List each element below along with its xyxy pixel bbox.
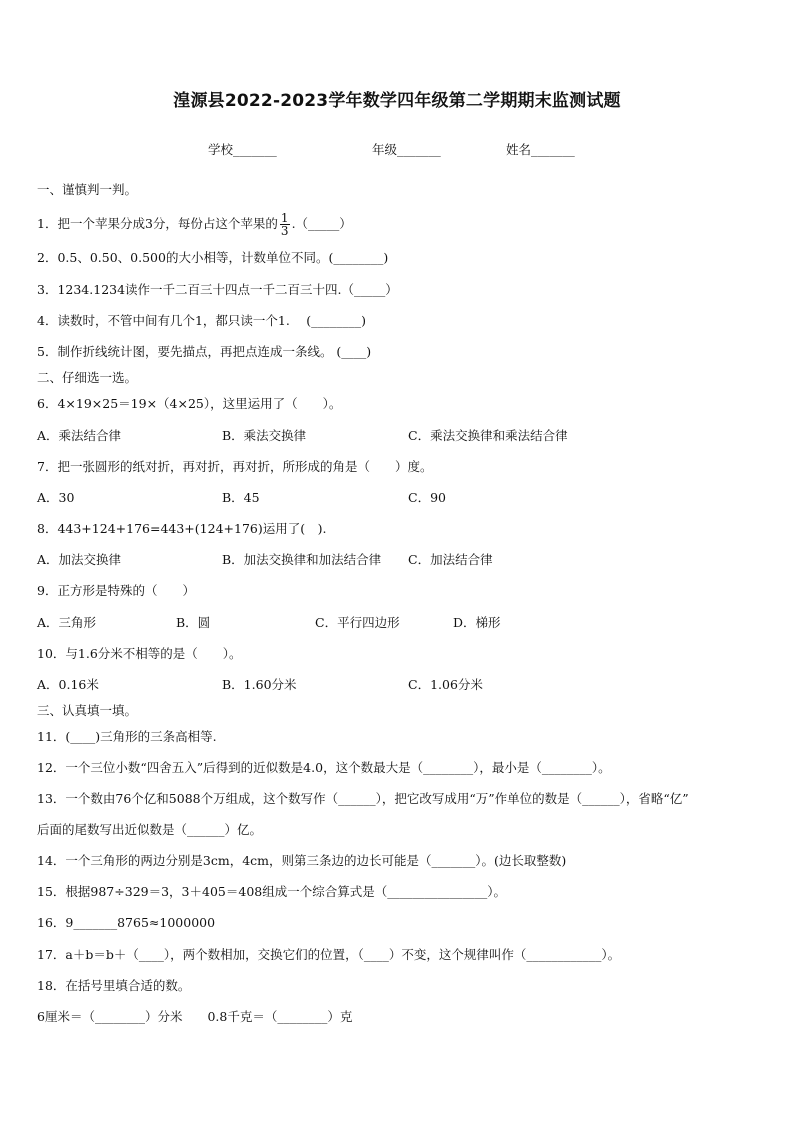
question-18: 18．在括号里填合适的数。 <box>37 978 191 993</box>
question-10-option-b: B．1.60分米 <box>222 677 297 692</box>
question-1-text: 1．把一个苹果分成3分，每份占这个苹果的 <box>37 216 278 231</box>
question-8-option-b: B．加法交换律和加法结合律 <box>222 552 382 567</box>
name-field: 姓名_______ <box>506 142 575 157</box>
question-9-option-b: B．圆 <box>176 615 211 630</box>
question-8: 8．443+124+176=443+(124+176)运用了( ). <box>37 521 327 536</box>
question-1 <box>37 212 352 237</box>
question-5: 5．制作折线统计图，要先描点，再把点连成一条线。 (____) <box>37 344 372 359</box>
section-heading-judge: 一、谨慎判一判。 <box>37 182 138 197</box>
question-7-option-a: A．30 <box>37 490 75 505</box>
question-9: 9．正方形是特殊的（ ） <box>37 583 195 598</box>
question-10-option-a: A．0.16米 <box>37 677 99 692</box>
grade-field: 年级_______ <box>372 142 441 157</box>
question-18-items: 6厘米＝（________）分米 0.8千克＝（________）克 <box>37 1009 353 1024</box>
question-7: 7．把一张圆形的纸对折，再对折，再对折，所形成的角是（ ）度。 <box>37 459 433 474</box>
school-field: 学校_______ <box>208 142 277 157</box>
fraction-numerator: 1 <box>280 211 289 225</box>
question-10: 10．与1.6分米不相等的是（ ）。 <box>37 646 242 661</box>
question-8-option-a: A．加法交换律 <box>37 552 122 567</box>
question-2: 2．0.5、0.50、0.500的大小相等，计数单位不同。(________) <box>37 250 389 265</box>
question-15: 15．根据987÷329＝3，3＋405＝408组成一个综合算式是（________________）。 <box>37 884 506 899</box>
question-13-line-1: 13．一个数由76个亿和5088个万组成，这个数写作（______），把它改写成用“万”作单位的数是（______），省略“亿” <box>37 791 689 806</box>
fraction-one-third <box>280 212 290 237</box>
section-heading-choose: 二、仔细选一选。 <box>37 370 138 385</box>
question-12: 12．一个三位小数“四舍五入”后得到的近似数是4.0，这个数最大是（________），最小是（________）。 <box>37 760 611 775</box>
question-7-option-b: B．45 <box>222 490 260 505</box>
question-6-option-b: B．乘法交换律 <box>222 428 307 443</box>
question-9-option-a: A．三角形 <box>37 615 97 630</box>
question-11: 11．(____)三角形的三条高相等. <box>37 729 217 744</box>
question-17: 17．a＋b＝b＋（____），两个数相加，交换它们的位置，（____）不变，这个规律叫作（____________）。 <box>37 947 621 962</box>
question-1-blank: .（_____） <box>291 216 352 231</box>
question-8-option-c: C．加法结合律 <box>408 552 493 567</box>
question-9-option-d: D．梯形 <box>453 615 501 630</box>
question-10-option-c: C．1.06分米 <box>408 677 483 692</box>
question-14: 14．一个三角形的两边分别是3cm，4cm，则第三条边的边长可能是（_______）。(边长取整数) <box>37 853 567 868</box>
section-heading-fill: 三、认真填一填。 <box>37 703 138 718</box>
question-6: 6．4×19×25＝19×（4×25），这里运用了（ ）。 <box>37 396 342 411</box>
exam-title: 湟源县2022-2023学年数学四年级第二学期期末监测试题 <box>173 91 621 111</box>
fraction-denominator: 3 <box>280 224 289 238</box>
question-13-line-2: 后面的尾数写出近似数是（______）亿。 <box>37 822 263 837</box>
question-6-option-c: C．乘法交换律和乘法结合律 <box>408 428 568 443</box>
question-7-option-c: C．90 <box>408 490 446 505</box>
question-16: 16．9_______8765≈1000000 <box>37 915 216 930</box>
question-4: 4．读数时，不管中间有几个1，都只读一个1. (________) <box>37 313 367 328</box>
question-6-option-a: A．乘法结合律 <box>37 428 122 443</box>
question-3: 3．1234.1234读作一千二百三十四点一千二百三十四.（_____） <box>37 282 398 297</box>
question-9-option-c: C．平行四边形 <box>315 615 400 630</box>
